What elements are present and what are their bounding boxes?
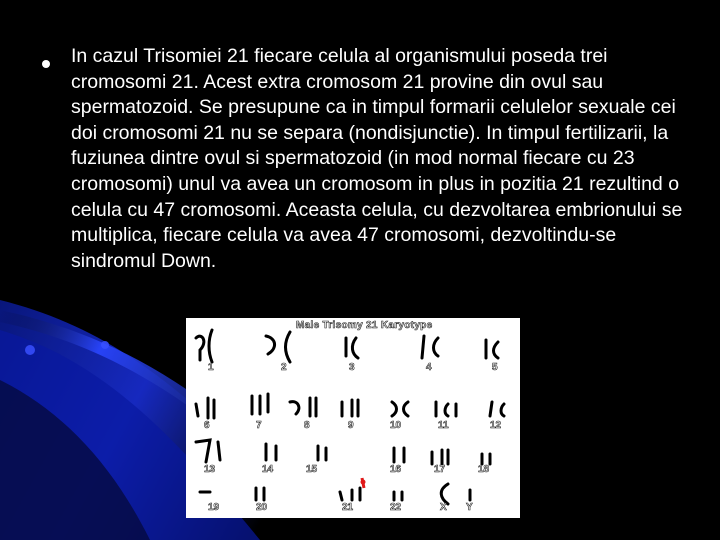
- karyotype-label: 11: [438, 420, 449, 431]
- karyotype-label: 4: [426, 362, 432, 373]
- karyotype-label: X: [440, 502, 447, 513]
- karyotype-label: 5: [492, 362, 498, 373]
- karyotype-label: 22: [390, 502, 402, 513]
- karyotype-label: 3: [349, 362, 355, 373]
- karyotype-label: 20: [256, 502, 268, 513]
- karyotype-label: 1: [208, 362, 214, 373]
- karyotype-label: 14: [262, 464, 274, 475]
- bullet-text: In cazul Trisomiei 21 fiecare celula al organismului poseda trei cromosomi 21. Acest extra cromosom 21 provine din ovul sau spermatozoid. Se presupune ca in timpul formarii celulelor sexuale cei doi cromosomi 21 nu se separa (nondisjunctie). In timpul fertilizarii, la fuziunea dintre ovul si spermatozoid (in mod normal fiecare cu 23 cromosomi) unul va avea un cromosom in plus in pozitia 21 rezultind o celula cu 47 cromosomi. Aceasta celula, cu dezvoltarea embrionului se multiplica, fiecare celula va avea 47 cromosomi, dezvoltindu-se sindromul Down.: [71, 45, 683, 272]
- karyotype-label: 8: [304, 420, 310, 431]
- karyotype-label: 9: [348, 420, 354, 431]
- karyotype-label: 7: [256, 420, 262, 431]
- karyotype-label: 10: [390, 420, 402, 431]
- karyotype-label: 15: [306, 464, 318, 475]
- karyotype-label: 13: [204, 464, 216, 475]
- karyotype-label: Y: [466, 502, 473, 513]
- chromosome-pairs-drawing: [186, 318, 520, 518]
- karyotype-label: 12: [490, 420, 502, 431]
- karyotype-label: 17: [434, 464, 446, 475]
- karyotype-title: Male Trisomy 21 Karyotype: [296, 320, 433, 331]
- bullet-icon: [42, 60, 50, 68]
- karyotype-label: 2: [281, 362, 287, 373]
- karyotype-label: 21: [342, 502, 354, 513]
- karyotype-label: 6: [204, 420, 210, 431]
- karyotype-image: [186, 318, 520, 518]
- karyotype-label: 16: [390, 464, 402, 475]
- karyotype-label: 18: [478, 464, 490, 475]
- karyotype-label: 19: [208, 502, 220, 513]
